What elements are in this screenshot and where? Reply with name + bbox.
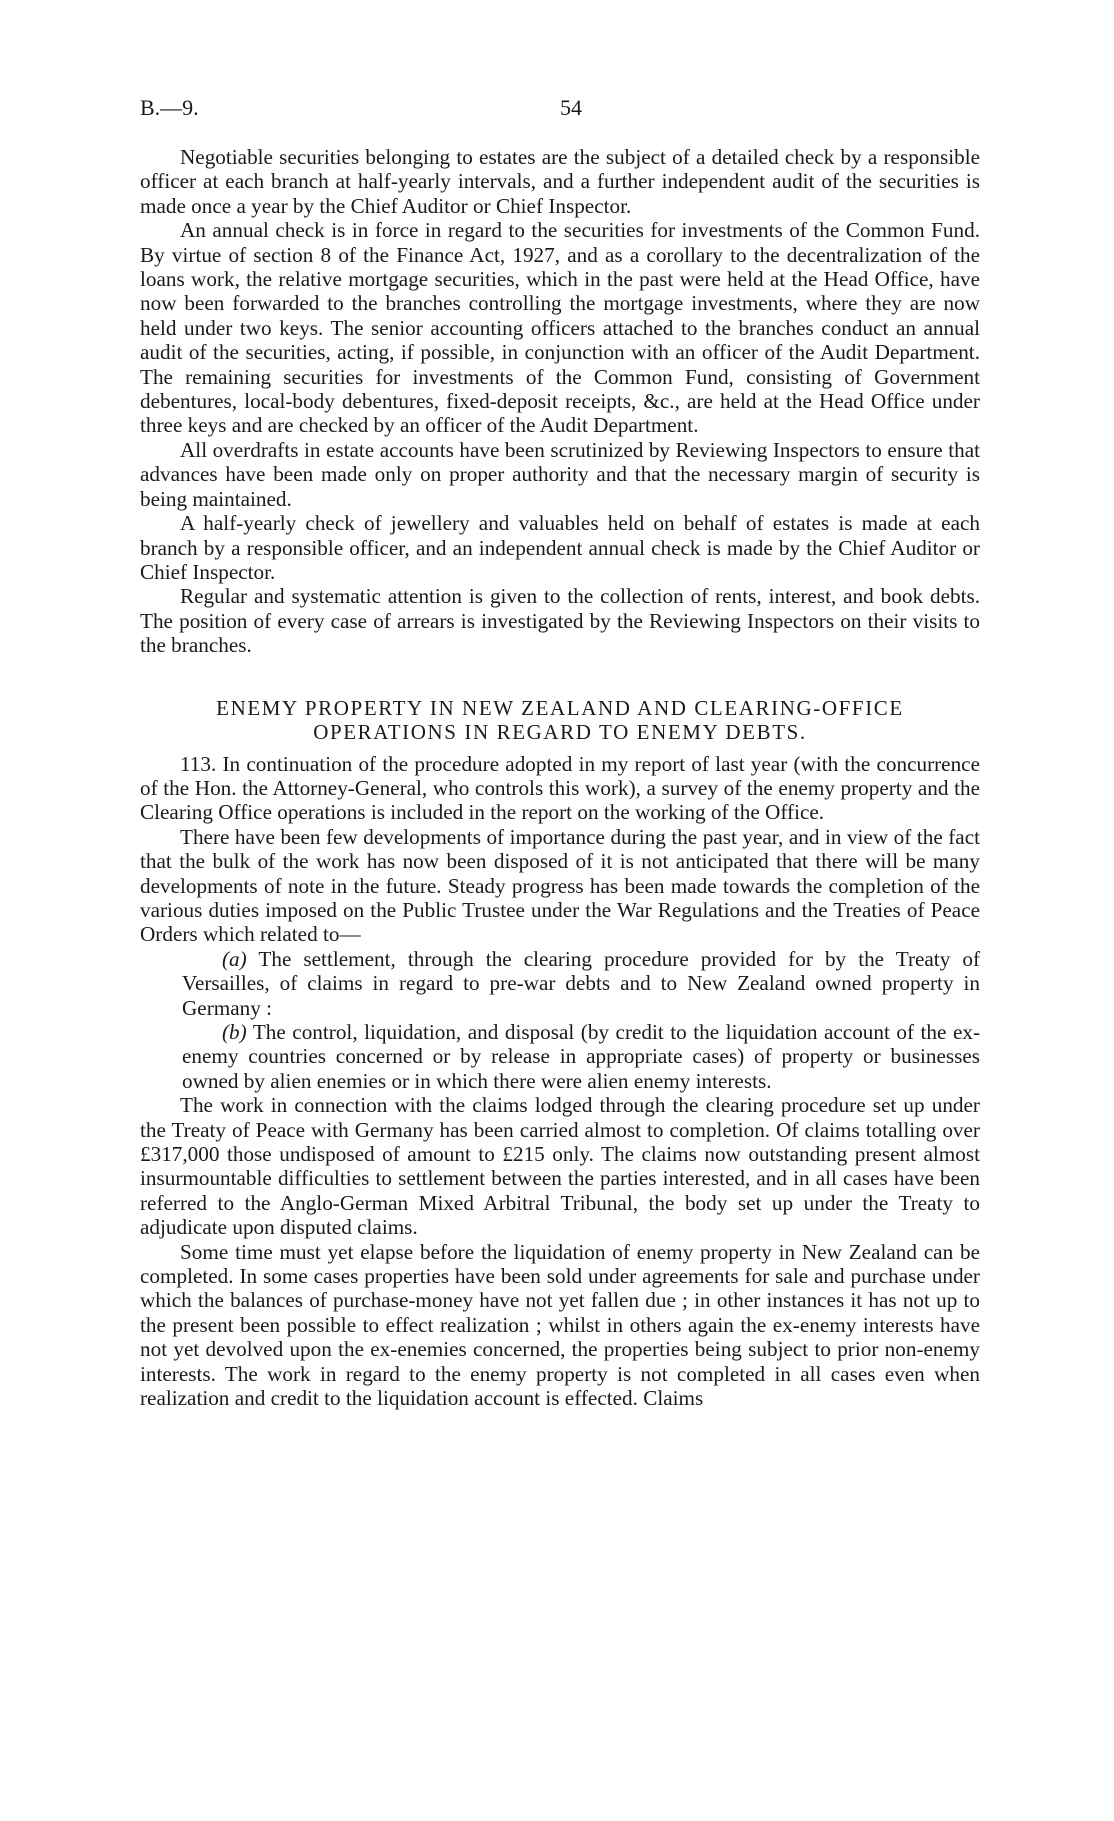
- paragraph-clearing-claims: The work in connection with the claims lodged through the clearing procedure set up under the Treaty of Peace with Germany has been carried almost to completion. Of claims totalling over £317,000 those undisposed of amount to £215 only. The claims now outstanding present almost insurmountable difficulties to settlement between the parties interested, and in all cases have been referred to the Anglo-German Mixed Arbitral Tribunal, the body set up under the Treaty to adjudicate upon disputed claims.: [140, 1093, 980, 1240]
- paragraph-113: 113. In continuation of the procedure adopted in my report of last year (with the concurrence of the Hon. the Attorney-General, who controls this work), a survey of the enemy property and the Clearing Office operations is included in the report on the working of the Office.: [140, 751, 980, 825]
- paragraph-common-fund: An annual check is in force in regard to the securities for investments of the Common Fund. By virtue of section 8 of the Finance Act, 1927, and as a corollary to the decentralization of the loans work, the relative mortgage securities, which in the past were held at the Head Office, have now been forwarded to the branches controlling the mortgage investments, where they are now held under two keys. The senior accounting officers attached to the branches conduct an annual audit of the securities, acting, if possible, in conjunction with an officer of the Audit Department. The remaining securities for investments of the Common Fund, consisting of Government debentures, local-body debentures, fixed-deposit receipts, &c., are held at the Head Office under three keys and are checked by an officer of the Audit Department.: [140, 218, 980, 438]
- paragraph-liquidation: Some time must yet elapse before the liquidation of enemy property in New Zealand can be completed. In some cases properties have been sold under agreements for sale and purchase under which the balances of purchase-money have not yet fallen due ; in other instances it has not up to the present been possible to effect realization ; whilst in others again the ex-enemy interests have not yet devolved upon the ex-enemies concerned, the properties being subject to prior non-enemy interests. The work in regard to the enemy property is not completed in all cases even when realization and credit to the liquidation account is effected. Claims: [140, 1239, 980, 1411]
- list-marker-b: (b): [222, 1020, 247, 1044]
- paragraph-jewellery: A half-yearly check of jewellery and valuables held on behalf of estates is made at each branch by a responsible officer, and an independent annual check is made by the Chief Auditor or Chief Inspector.: [140, 511, 980, 584]
- document-reference: B.—9.: [140, 95, 199, 120]
- section-heading-line-2: OPERATIONS IN REGARD TO ENEMY DEBTS.: [313, 719, 807, 744]
- paragraph-rents: Regular and systematic attention is given to the collection of rents, interest, and book debts. The position of every case of arrears is investigated by the Reviewing Inspectors on their visits to the branches.: [140, 584, 980, 658]
- section-heading: [140, 696, 980, 744]
- section-heading-line-1: ENEMY PROPERTY IN NEW ZEALAND AND CLEARING-OFFICE: [216, 695, 904, 720]
- document-body: [140, 145, 980, 1411]
- page-header: [140, 95, 980, 125]
- paragraph-securities-check: Negotiable securities belonging to estates are the subject of a detailed check by a responsible officer at each branch at half-yearly intervals, and a further independent audit of the securities is made once a year by the Chief Auditor or Chief Inspector.: [140, 145, 980, 218]
- page-number: 54: [560, 95, 582, 120]
- list-marker-a: (a): [222, 946, 247, 971]
- list-text-a: The settlement, through the clearing procedure provided for by the Treaty of Versailles, of claims in regard to pre-war debts and to New Zealand owned property in Germany :: [182, 946, 981, 1020]
- paragraph-overdrafts: All overdrafts in estate accounts have been scrutinized by Reviewing Inspectors to ensure that advances have been made only on proper authority and that the necessary margin of security is being maintained.: [140, 437, 980, 511]
- list-item-a: [140, 947, 980, 1020]
- list-text-b: The control, liquidation, and disposal (by credit to the liquidation account of the ex-enemy countries concerned or by release in appropriate cases) of property or businesses owned by alien enemies or in which there were alien enemy interests.: [182, 1020, 980, 1093]
- list-item-b: [140, 1020, 980, 1093]
- paragraph-developments: There have been few developments of importance during the past year, and in view of the fact that the bulk of the work has now been disposed of it is not anticipated that there will be many developments of note in the future. Steady progress has been made towards the completion of the various duties imposed on the Public Trustee under the War Regulations and the Treaties of Peace Orders which related to—: [140, 824, 980, 947]
